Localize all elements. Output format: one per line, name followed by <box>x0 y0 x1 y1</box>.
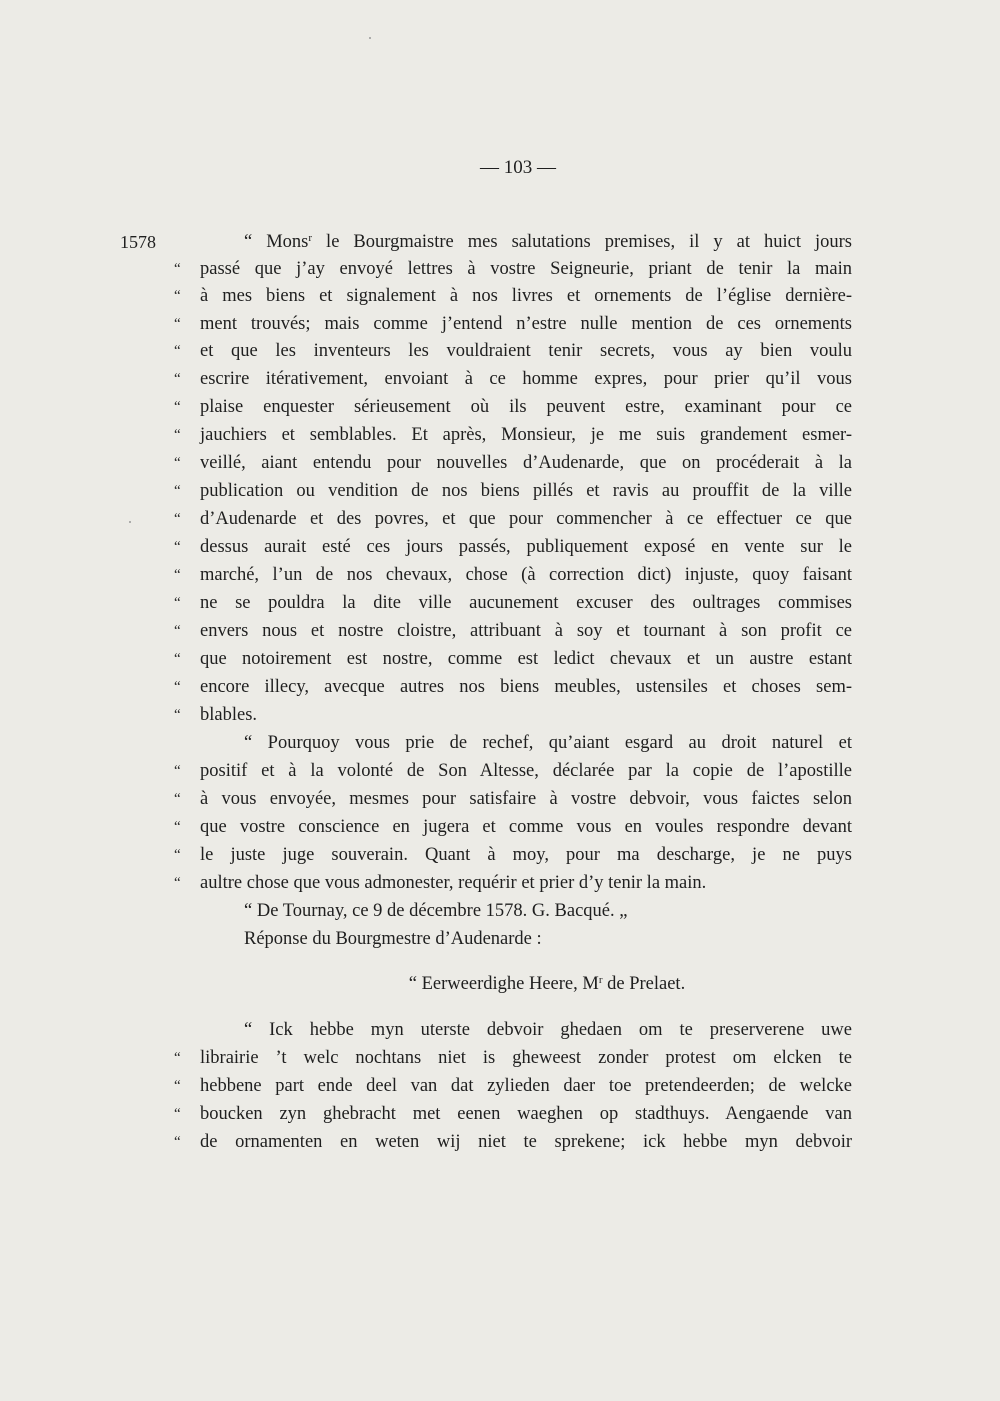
text-line <box>174 757 852 785</box>
text-line <box>174 477 852 505</box>
quote-mark: “ <box>174 1106 181 1122</box>
line-text: ment trouvés; mais comme j’entend n’estre nulle mention de ces ornements <box>200 314 852 334</box>
text-line <box>174 421 852 449</box>
quote-mark: “ <box>174 511 181 527</box>
quote-mark: “ <box>174 1134 181 1150</box>
text-line <box>174 533 852 561</box>
text-line <box>174 282 852 310</box>
quote-mark: “ <box>174 1078 181 1094</box>
line-text: veillé, aiant entendu pour nouvelles d’Audenarde, que on procéderait à la <box>200 453 852 473</box>
quote-mark: “ <box>174 371 181 387</box>
line-text: boucken zyn ghebracht met eenen waeghen op stadthuys. Aengaende van <box>200 1104 852 1124</box>
line-text: le juste juge souverain. Quant à moy, pour ma descharge, je ne puys <box>200 845 852 865</box>
line-text: publication ou vendition de nos biens pillés et ravis au prouffit de la ville <box>200 481 852 501</box>
line-text: d’Audenarde et des povres, et que pour commencher à ce effectuer ce que <box>200 509 852 529</box>
quote-mark: “ <box>174 791 181 807</box>
quote-mark: “ <box>174 427 181 443</box>
quote-mark: “ <box>174 316 181 332</box>
text-line <box>174 365 852 393</box>
quote-mark: “ <box>174 679 181 695</box>
text-line <box>244 897 852 925</box>
line-text: de ornamenten en weten wij niet te sprekene; ick hebbe myn debvoir <box>200 1132 852 1152</box>
quote-mark: “ <box>174 875 181 891</box>
text-line <box>174 1044 852 1072</box>
line-text: positif et à la volonté de Son Altesse, déclarée par la copie de l’apostille <box>200 761 852 781</box>
text-line <box>174 841 852 869</box>
text-line <box>174 449 852 477</box>
margin-year: 1578 <box>120 232 156 252</box>
line-text: envers nous et nostre cloistre, attribuant à soy et tournant à son profit ce <box>200 621 852 641</box>
text-line <box>174 1072 852 1100</box>
line-text: marché, l’un de nos chevaux, chose (à correction dict) injuste, quoy faisant <box>200 565 852 585</box>
quote-mark: “ <box>174 567 181 583</box>
text-line <box>174 505 852 533</box>
quote-mark: “ <box>174 539 181 555</box>
text-line <box>174 813 852 841</box>
quote-mark: “ <box>174 343 181 359</box>
line-text: “ Eerweerdighe Heere, $M^r$ de Prelaet. <box>408 974 686 994</box>
text-line <box>174 255 852 283</box>
text-line <box>244 228 852 256</box>
line-text: blables. <box>200 705 258 725</box>
text-line <box>174 561 852 589</box>
text-line <box>174 645 852 673</box>
text-line <box>174 785 852 813</box>
text-line <box>244 1016 852 1044</box>
line-text: “ Ick hebbe myn uterste debvoir ghedaen om te preserverene uwe <box>244 1020 852 1040</box>
line-text: plaise enquester sérieusement où ils peuvent estre, examinant pour ce <box>200 397 852 417</box>
quote-mark: “ <box>174 763 181 779</box>
text-line <box>174 393 852 421</box>
quote-mark: “ <box>174 623 181 639</box>
quote-mark: “ <box>174 455 181 471</box>
line-text: passé que j’ay envoyé lettres à vostre Seigneurie, priant de tenir la main <box>200 259 852 279</box>
text-line <box>174 1128 852 1156</box>
line-text: dessus aurait esté ces jours passés, publiquement exposé en vente sur le <box>200 537 852 557</box>
line-text: jauchiers et semblables. Et après, Monsieur, je me suis grandement esmer- <box>200 425 852 445</box>
quote-mark: “ <box>174 651 181 667</box>
line-text: ne se pouldra la dite ville aucunement excuser des oultrages commises <box>200 593 852 613</box>
text-line <box>174 701 852 729</box>
text-line <box>174 869 852 897</box>
page-number: — 103 — <box>480 157 556 178</box>
text-line <box>174 310 852 338</box>
quote-mark: “ <box>174 399 181 415</box>
line-text: escrire itérativement, envoiant à ce homme expres, pour prier qu’il vous <box>200 369 852 389</box>
quote-mark: “ <box>174 483 181 499</box>
quote-mark: “ <box>174 847 181 863</box>
paper-speck <box>129 521 131 523</box>
text-line <box>174 589 852 617</box>
text-line <box>244 925 852 953</box>
line-text: “ De Tournay, ce 9 de décembre 1578. G. Bacqué. „ <box>244 901 628 921</box>
quote-mark: “ <box>174 261 181 277</box>
text-line <box>174 673 852 701</box>
text-line <box>200 970 894 998</box>
line-text: à mes biens et signalement à nos livres et ornements de l’église dernière- <box>200 286 852 306</box>
text-line <box>174 337 852 365</box>
line-text: “ Pourquoy vous prie de rechef, qu’aiant esgard au droit naturel et <box>244 733 852 753</box>
text-line <box>174 617 852 645</box>
line-text: que notoirement est nostre, comme est ledict chevaux et un austre estant <box>200 649 852 669</box>
line-text: et que les inventeurs les vouldraient tenir secrets, vous ay bien voulu <box>200 341 852 361</box>
line-text: librairie ’t welc nochtans niet is gheweest zonder protest om elcken te <box>200 1048 852 1068</box>
quote-mark: “ <box>174 707 181 723</box>
text-line <box>244 729 852 757</box>
line-text: encore illecy, avecque autres nos biens meubles, ustensiles et choses sem- <box>200 677 852 697</box>
quote-mark: “ <box>174 288 181 304</box>
line-text: à vous envoyée, mesmes pour satisfaire à vostre debvoir, vous faictes selon <box>200 789 852 809</box>
text-line <box>174 1100 852 1128</box>
quote-mark: “ <box>174 819 181 835</box>
line-text: “ Mons$^r$ le Bourgmaistre mes salutations premises, il y at huict jours <box>244 232 852 252</box>
paper-speck <box>369 37 371 39</box>
quote-mark: “ <box>174 1050 181 1066</box>
line-text: que vostre conscience en jugera et comme vous en voules respondre devant <box>200 817 852 837</box>
quote-mark: “ <box>174 595 181 611</box>
line-text: aultre chose que vous admonester, requérir et prier d’y tenir la main. <box>200 873 707 893</box>
line-text: hebbene part ende deel van dat zylieden daer toe pretendeerden; de welcke <box>200 1076 852 1096</box>
line-text: Réponse du Bourgmestre d’Audenarde : <box>244 929 542 949</box>
